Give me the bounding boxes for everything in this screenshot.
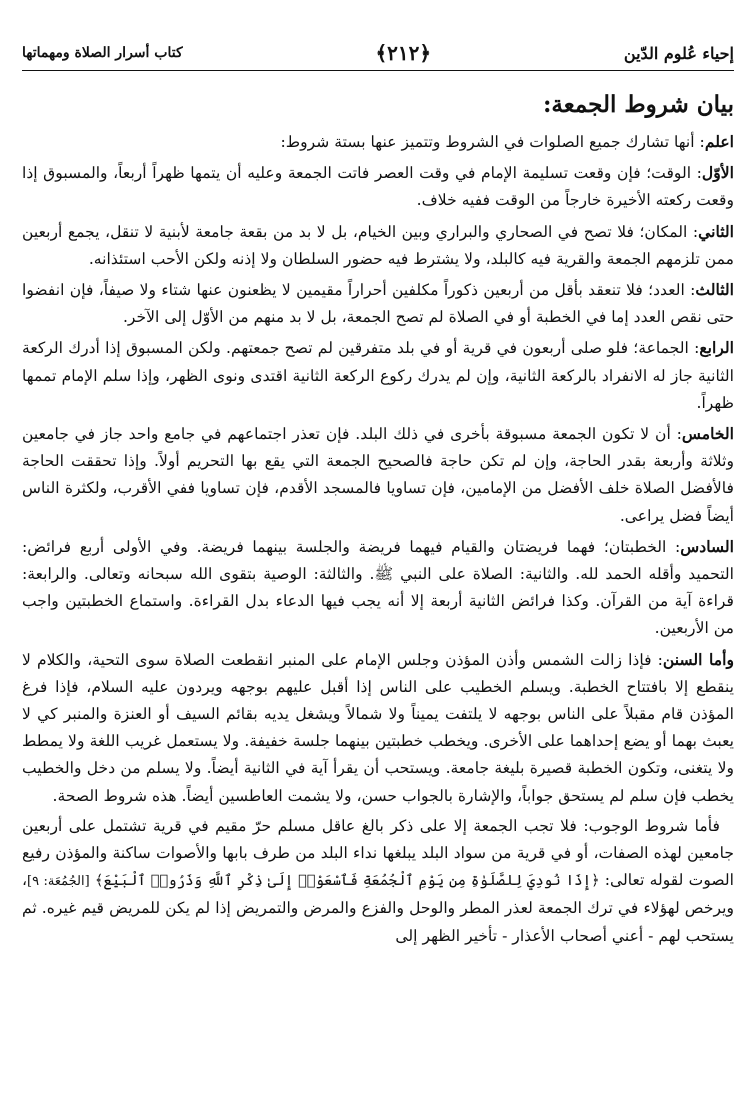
book-title: إحياء عُلوم الدّين [623, 43, 734, 63]
paragraph-lead: السادس [680, 536, 734, 556]
paragraph-text: : أن لا تكون الجمعة مسبوقة بأخرى في ذلك البلد. فإن تعذر اجتماعهم في جامع واحد جاز في جامعين وثلاثة وأربعة بقدر الحاجة، وإن لم تكن حاجة فالصحيح الجمعة التي يقع بها التحريم أولاً. وإذا تحققت الحاجة فالأفضل الصلاة خلف الأفضل من الإمامين، فإن تساويا فالمسجد الأقدم، فإن تساويا ففي الأقرب، ولكثرة الناس أيضاً فضل يراعى. [22, 425, 734, 525]
page-body [22, 88, 734, 953]
running-header [22, 38, 734, 68]
paragraph-text: : العدد؛ فلا تنعقد بأقل من أربعين ذكوراً مكلفين أحراراً مقيمين لا يظعنون عنها شتاء ولا صيفاً، فإن انفضوا حتى نقص العدد إما في الخطبة أو في الصلاة لم تصح الجمعة، بل لا بد منهم من الأوّل إلى الآخر. [22, 281, 734, 327]
verse-reference: [الجُمُعَة: ٩] [27, 874, 90, 890]
paragraph-lead: الأوّل [701, 163, 734, 183]
page-number: ﴿٢١٢﴾ [375, 41, 432, 65]
section-title: بيان شروط الجمعة: [542, 91, 734, 118]
quran-verse: ﴿إِذَا نُودِيَ لِلصَّلَوٰةِ مِن يَوْمِ ٱلْجُمُعَةِ فَٱسْعَوْا۟ إِلَىٰ ذِكْرِ ٱللَّهِ وَذَرُوا۟ ٱلْبَيْعَ﴾ [94, 873, 600, 890]
paragraph-text: : الجماعة؛ فلو صلى أربعون في قرية أو في بلد متفرقين لم تصح جمعتهم. ولكن المسبوق إذا أدرك الركعة الثانية جاز له الانفراد بالركعة الثانية، وإن لم يدرك ركوع الركعة الثانية اقتدى ونوى الظهر، وإذا سلم الإمام تممها ظهراً. [22, 339, 734, 412]
paragraph-obligation [22, 813, 734, 950]
paragraph-lead: الرابع [699, 338, 734, 358]
paragraph-lead: الخامس [681, 424, 734, 444]
paragraph-condition-5 [22, 420, 734, 530]
paragraph-text: : الخطبتان؛ فهما فريضتان والقيام فيهما فريضة والجلسة بينهما فريضة. وفي الأولى أربع فرائض: التحميد وأقله الحمد لله. والثانية: الصلاة على النبي ﷺ. والثالثة: الوصية بتقوى الله سبحانه وتعالى. والرابعة: قراءة آية من القرآن. وكذا فرائض الثانية أربعة إلا أنه يجب فيها الدعاء بدل القراءة. واستماع الخطبتين واجب من الأربعين. [22, 537, 734, 638]
paragraph-lead: الثاني [698, 221, 734, 241]
chapter-title: كتاب أسرار الصلاة ومهماتها [22, 45, 183, 61]
paragraph-lead: اعلم [704, 132, 734, 151]
paragraph-lead: وأما السنن [662, 649, 734, 669]
paragraph-text: : فإذا زالت الشمس وأذن المؤذن وجلس الإمام على المنبر انقطعت الصلاة سوى التحية، والكلام لا ينقطع إلا بافتتاح الخطبة. ويسلم الخطيب على الناس إذا أقبل عليهم بوجهه ويردون عليه السلام، فإذا فرغ المؤذن قام مقبلاً على الناس بوجهه لا يلتفت يميناً ولا شمالاً ويشغل يديه بقائم السيف أو العنزة والمنبر كي لا يعبث بهما أو يضع إحداهما على الأخرى. ويخطب خطبتين بينهما جلسة خفيفة. ولا يستعمل غريب اللغة ولا يمطط ولا يتغنى، وتكون الخطبة قصيرة بليغة جامعة. ويستحب أن يقرأ آية في الثانية أيضاً. ولا يسلم من دخل والخطيب يخطب فإن سلم لم يستحق جواباً، والإشارة بالجواب حسن، ولا يشمت العاطسين أيضاً. هذه شروط الصحة. [22, 650, 735, 805]
paragraph-sunan [22, 646, 734, 810]
header-rule [22, 70, 734, 71]
paragraph-text: فأما شروط الوجوب: فلا تجب الجمعة إلا على ذكر بالغ عاقل مسلم حرّ مقيم في قرية تشتمل على أربعين جامعين لهذه الصفات، أو في قرية من سواد البلد يبلغها نداء البلد من طرف بابها والأصوات ساكنة والمؤذن رفيع الصوت لقوله تعالى: [22, 816, 734, 890]
paragraph-text: : أنها تشارك جميع الصلوات في الشروط وتتميز عنها بستة شروط: [280, 133, 705, 151]
paragraph-text-continued: ، ويرخص لهؤلاء في ترك الجمعة لعذر المطر والوحل والفزع والمرض والتمريض إذا لم يكن للمريض قيم غيره. ثم يستحب لهم - أعني أصحاب الأعذار - تأخير الظهر إلى [22, 871, 734, 945]
paragraph-condition-1 [22, 159, 734, 214]
paragraph-intro [22, 128, 734, 156]
paragraph-text: : المكان؛ فلا تصح في الصحاري والبراري وبين الخيام، بل لا بد من بقعة جامعة لأبنية لا تنقل، يجمع أربعين ممن تلزمهم الجمعة والقرية فيه كالبلد، ولا يشترط فيه حضور السلطان ولا إذنه ولكن الأحب استئذانه. [22, 222, 734, 268]
paragraph-condition-3 [22, 276, 734, 331]
paragraph-text: : الوقت؛ فإن وقعت تسليمة الإمام في وقت العصر فاتت الجمعة وعليه أن يتمها ظهراً أربعاً، والمسبوق إذا وقعت ركعته الأخيرة خارجاً من الوقت ففيه خلاف. [22, 164, 734, 210]
paragraph-condition-6 [22, 533, 734, 643]
paragraph-lead: الثالث [695, 280, 734, 300]
paragraph-condition-4 [22, 334, 734, 417]
paragraph-condition-2 [22, 218, 734, 273]
